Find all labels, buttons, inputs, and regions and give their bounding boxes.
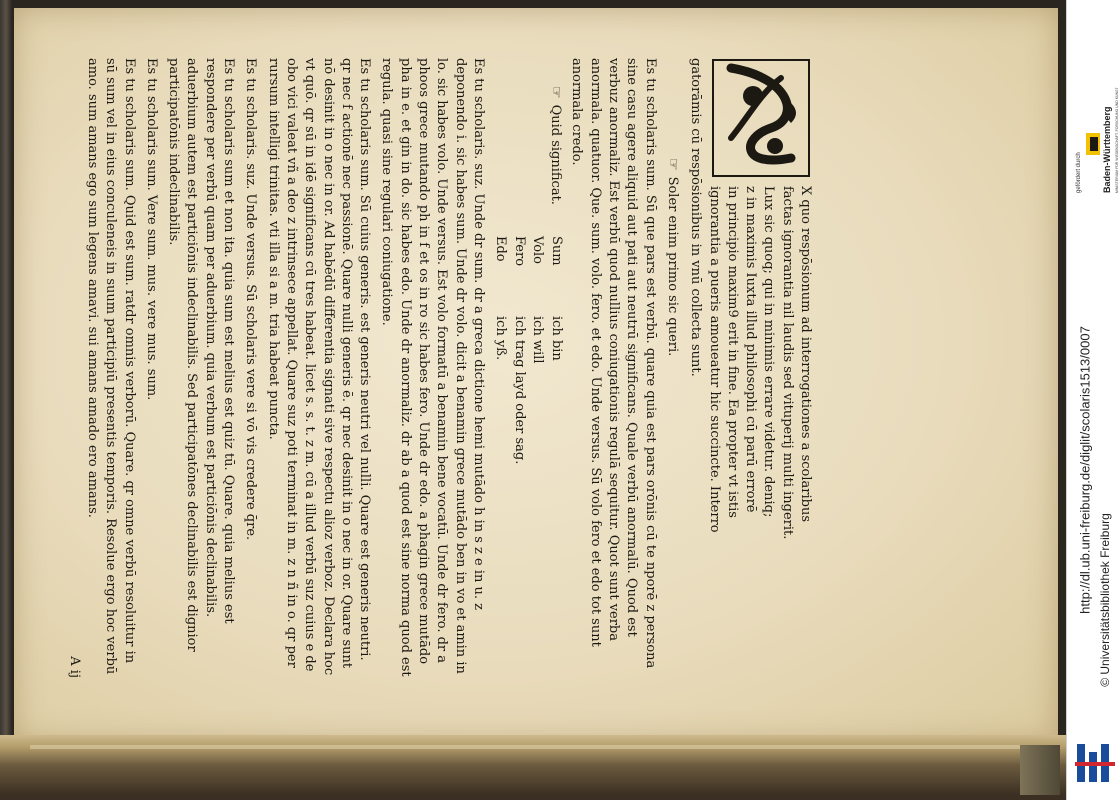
text-line: X quo respōsionum ad interrogationes a scolaribus — [798, 186, 813, 522]
conjugation-table — [491, 86, 565, 678]
book-page — [14, 8, 1058, 743]
rotated-text-block — [66, 58, 814, 678]
german-gloss: ich yß. — [493, 316, 509, 361]
text-line: z in maximis Iuxta illud philosophi cū parū errorē — [743, 186, 759, 513]
text-line: factas ignorantia nil laudis sed vituperij multi ingerit. — [779, 186, 795, 540]
paragraph: Es tu scholaris sum. Sū cuius generis. est generis neutri vel nulli. Quare est generis neutri. qr nec f actionē nec passionē. Quare nulli generis ē. qr nec desinit in o nec in or. Quare sunt nō desinit in o nec in or. Ad habēdū differentia signati sive respectu alioz verboz. Declara hoc vt quō. qr sū in idē significans cū tres habeat. licet s. s. t. z m. cū a illud verbū suz cuius e de obo vici valeat vñ a deo z intrinsece appellat. Quare suz poti terminat in m. z n ñ in o. qr per rursum intelligi trinitas. vti illa si a m. tria habeat puncta. — [265, 58, 373, 676]
latin-verb: Sum — [549, 236, 565, 266]
copyright-notice: © Universitätsbibliothek Freiburg — [1098, 513, 1112, 687]
paragraph: Es tu scholaris sum et non ita. quia sum est melius est quiz tū. Quare. quia melius est respondere per verbū quam per aduerbium. quia verbum est particiōnis declinabilis. aduerbium autem est particiōnis indeclinabilis. Sed participatōnes declinabilis est dignior participatōnis indeclinabilis. — [166, 58, 237, 652]
university-library-logo-icon — [1075, 740, 1115, 786]
pointing-hand-icon: ☞ — [664, 158, 681, 171]
ministry-name: MINISTERIUM FÜR WISSENSCHAFT, FORSCHUNG UND KUNST — [1115, 87, 1119, 193]
conjugation-label: ☞Quid significat. — [548, 86, 565, 205]
text-line: ignorantia a pueris amoueatur hic succincte. Interro — [706, 186, 722, 533]
german-gloss: ich bin — [549, 316, 565, 361]
funded-by-text: gefördert durch — [1076, 152, 1082, 193]
german-gloss: ich will — [529, 316, 545, 364]
binding-strip — [1020, 745, 1060, 795]
page-bottom-edge — [0, 735, 1066, 800]
text-line: Lux sic quoq; qui in minimis errare videtur. deniq; — [761, 186, 777, 518]
permalink-url[interactable]: http://dl.ub.uni-freiburg.de/diglit/scolaris1513/0007 — [1077, 326, 1093, 614]
paragraph: Es tu scholaris. suz. Unde dr sum. dr a greca dictione hemi mutādo h in s z e in u. z deponendo i. sic habes sum. Unde dr volo. dicit a benamin grece mutādo ben in vo et amin in lo. sic habes volo. Unde versus. Est volo formatū a benamin bene vocatū. Unde dr fero. dr a phoos grece mutando ph in f et os in ro sic habes fero. Unde dr edo. a phagin grece mutādo pha in e. et gin in do. sic habes edo. Unde dr anormaliz. dr ab a quod est sine norma quod est regula. quasi sine regulari coniugatione. — [379, 58, 486, 677]
paragraph: Es tu scholaris sum. Vere sum. mus. vere mus. sum. — [143, 58, 159, 401]
paragraph: Es tu scholaris sum. Quid est sum. ratdr omnis verborū. Quare. qr omne verbū resoluitur in sū sum vel in eius conculeneis in suum participiū presentis temporis. Resolue ergo hoc verbū amo. sum amans ego sum legens amavi. sui amans amado ero amans. — [85, 58, 137, 675]
paragraph: Es tu scholaris sum. Sū que pars est verbū. quare quia est pars orōnis cū te nporē z persona sine casu agere aliquid aut pati aut neutrū significans. Quale verbū anormalū. Quod est verbuz anormaliz. Est verbū quod nullius coniugationis regulā sequitur. Quot sunt verba anormala. quatuor. Que. sum. volo. fero. et edo. Unde versus. Sū volo fero et edo tot sunt anormala credo. — [569, 58, 658, 669]
pointing-hand-icon: ☞ — [548, 86, 565, 99]
text-line: gatorāmis cū respōsionibus in vnū collecta sunt. — [688, 58, 704, 377]
section-heading: ☞Soler enim primo sic queri. — [664, 158, 681, 357]
text-line: in principio maxim9 erit in fine. Ea propter vt istis — [724, 186, 740, 518]
state-name: Baden-Württemberg — [1102, 106, 1112, 193]
latin-verb: Volo — [529, 236, 545, 265]
ornamental-initial — [710, 58, 812, 178]
signature-mark: A ij — [66, 656, 82, 678]
latin-verb: Edo — [493, 236, 509, 262]
digitization-sidebar — [1066, 0, 1120, 800]
german-gloss: ich trag layd oder sag. — [511, 316, 527, 465]
paragraph: Es tu scholaris. suz. Unde versus. Sū scholaris vere si vō vis credere q̄re. — [243, 58, 259, 541]
latin-verb: Fero — [511, 236, 527, 267]
baden-wuerttemberg-logo — [1069, 70, 1119, 200]
